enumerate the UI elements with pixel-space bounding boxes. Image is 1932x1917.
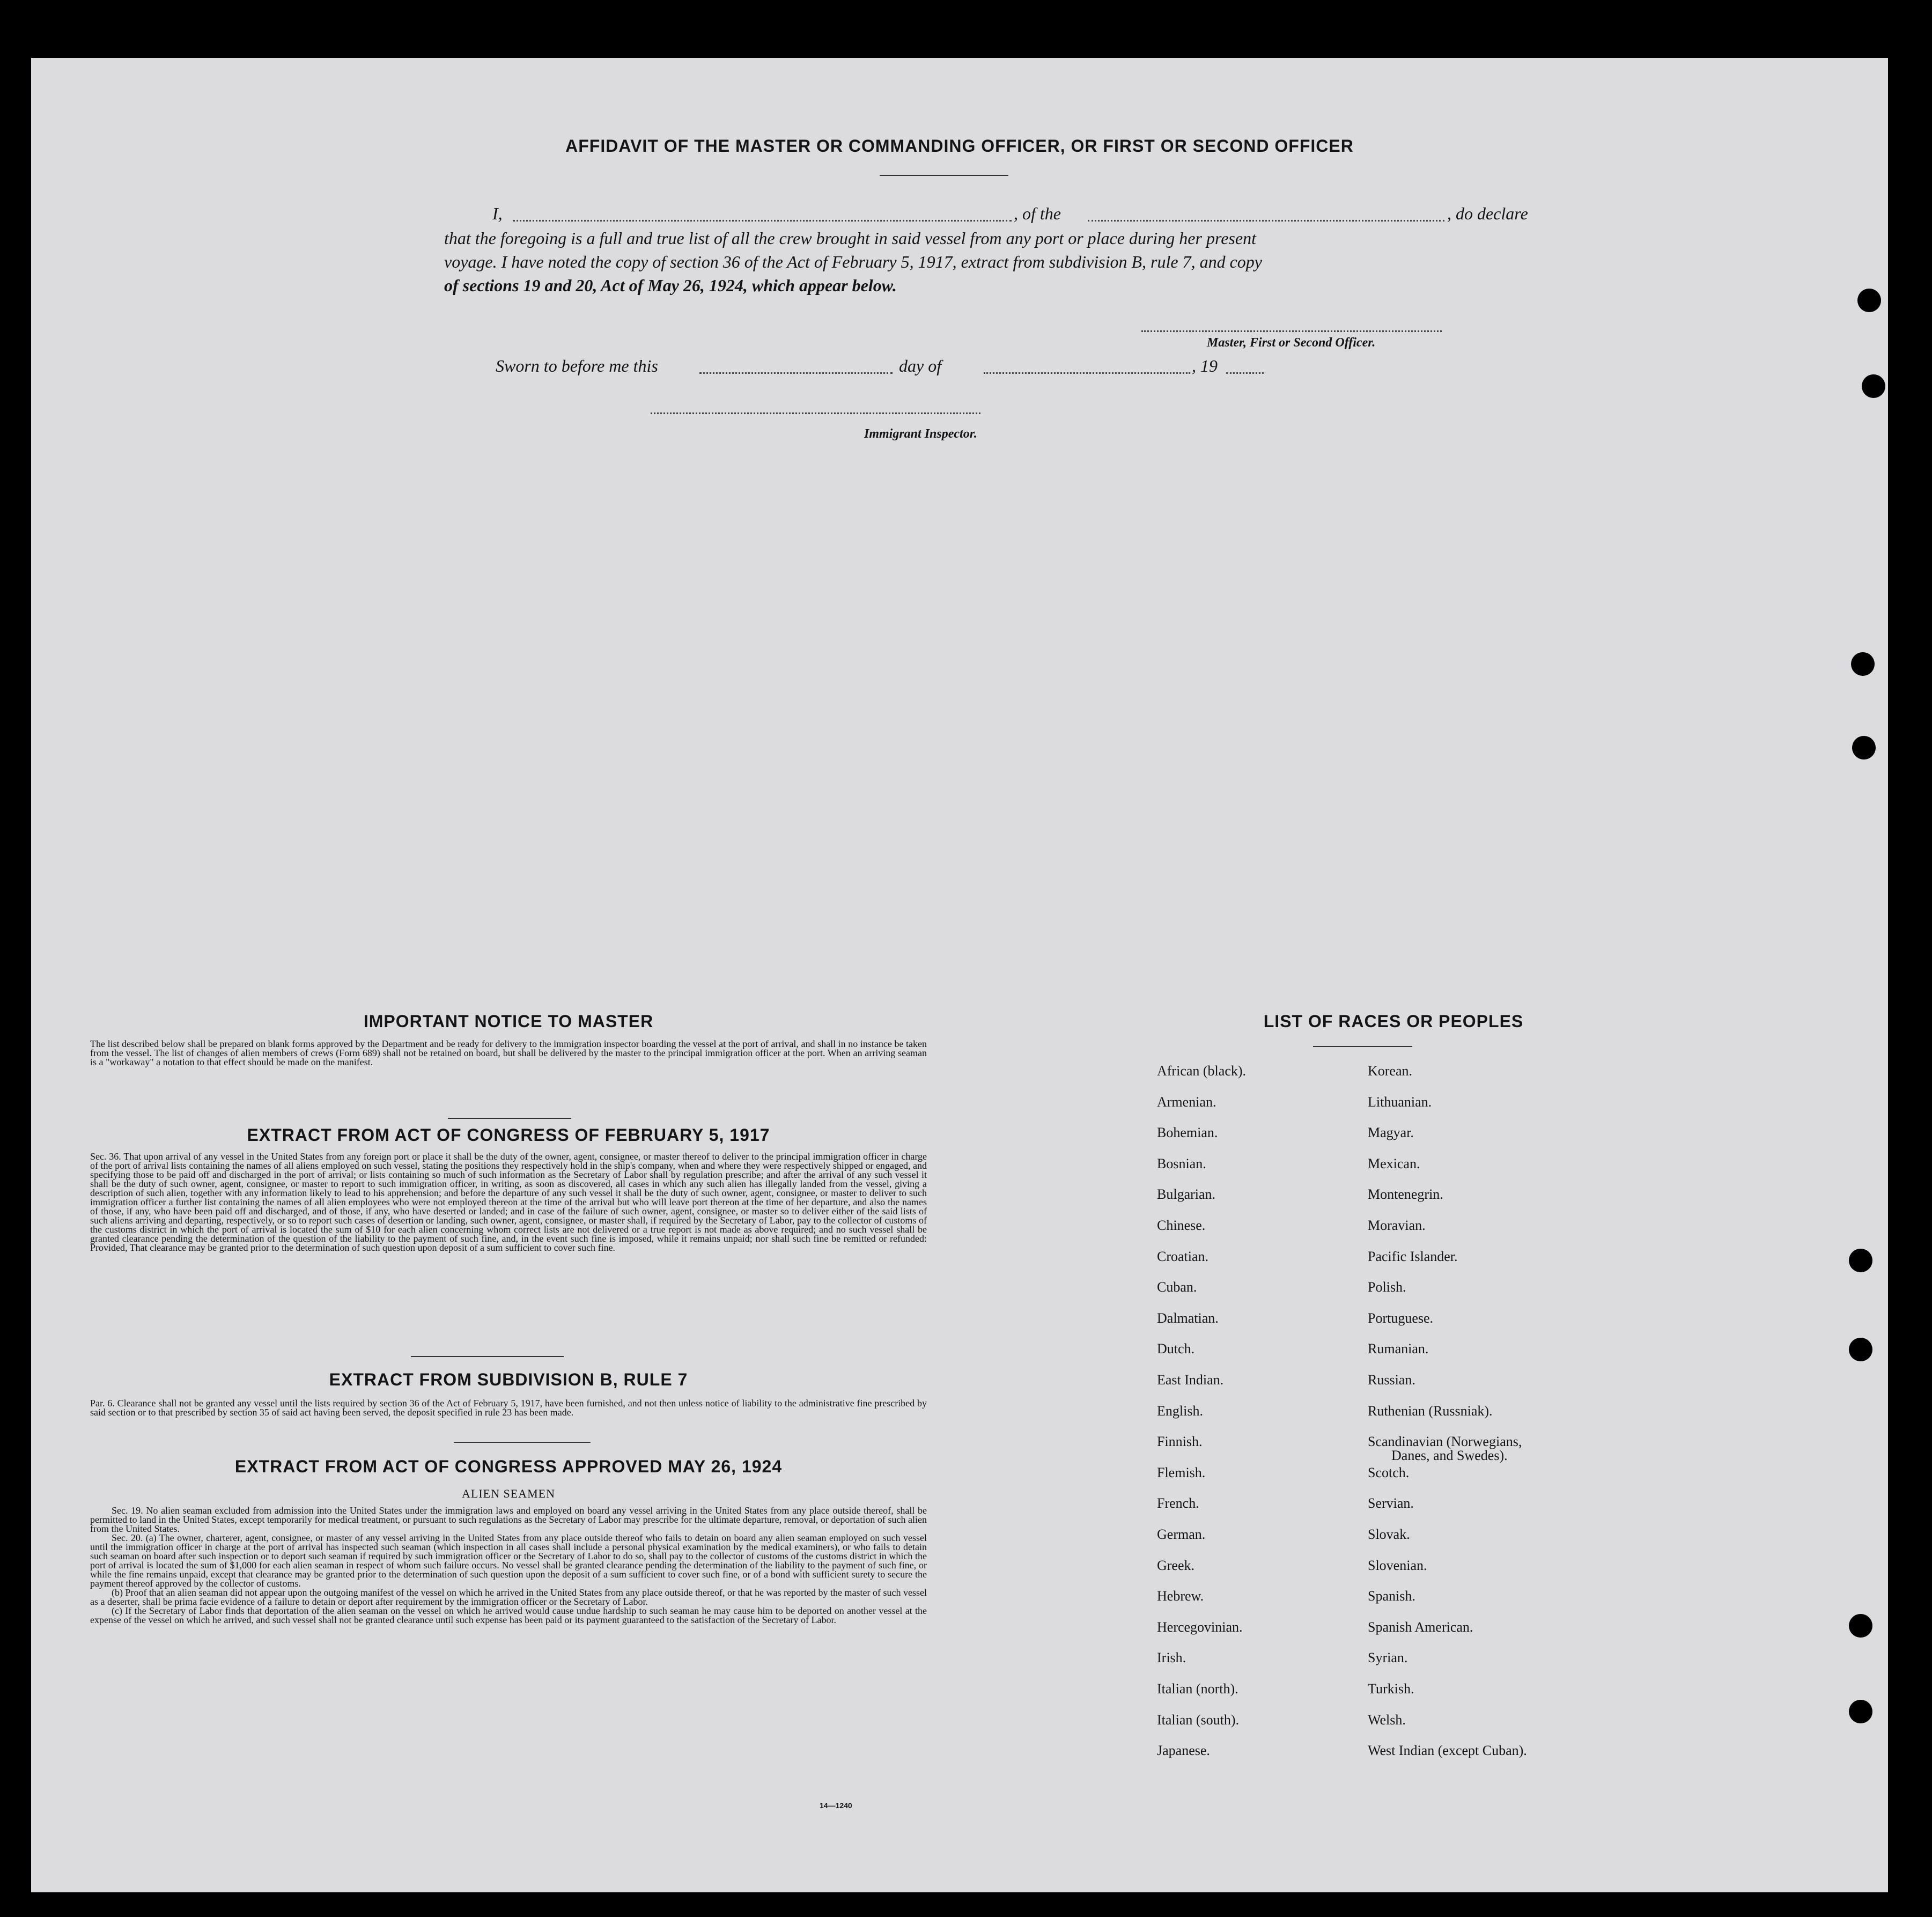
affidavit-line1 bbox=[492, 202, 1726, 225]
affidavit-line4: of sections 19 and 20, Act of May 26, 1924, which appear below. bbox=[444, 276, 897, 295]
affidavit-line2: that the foregoing is a full and true list of all the crew brought in said vessel from any port or place during her present bbox=[444, 228, 1256, 248]
vessel-blank bbox=[1088, 220, 1444, 222]
day-blank bbox=[699, 372, 893, 374]
binder-hole bbox=[1857, 289, 1881, 312]
inspector-label: Immigrant Inspector. bbox=[864, 427, 977, 441]
race-item: Scotch. bbox=[1368, 1465, 1410, 1480]
name-blank bbox=[513, 220, 1012, 222]
race-item: Irish. bbox=[1157, 1650, 1186, 1665]
race-item: Armenian. bbox=[1157, 1094, 1216, 1110]
affidavit-of-the: , of the bbox=[1014, 204, 1061, 223]
race-item: Magyar. bbox=[1368, 1125, 1414, 1140]
races-left-column bbox=[1157, 1063, 1361, 1825]
divider bbox=[1313, 1046, 1412, 1047]
race-item: French. bbox=[1157, 1495, 1199, 1511]
document-page bbox=[31, 58, 1888, 1892]
race-item: Moravian. bbox=[1368, 1218, 1426, 1233]
notice-body: The list described below shall be prepared on blank forms approved by the Department and be ready for delivery to the immigration inspector boarding the vessel at the port of arrival, and shall in no instance be taken from the vessel. The list of changes of alien members of crews (Form 689) shall not be retained on board, but shall be delivered by the master to the principal immigration officer at the port. When an arriving seaman is a "workaway" a notation to that effect should be made on the manifest. bbox=[90, 1038, 927, 1067]
race-item: Cuban. bbox=[1157, 1279, 1197, 1295]
race-item: Spanish American. bbox=[1368, 1619, 1473, 1635]
race-item: Servian. bbox=[1368, 1495, 1414, 1511]
sec-20-b: (b) Proof that an alien seaman did not appear upon the outgoing manifest of the vessel on which he arrived in the United States from any place outside thereof, or that he was reported by the master of such vessel as a deserter, shall be prima facie evidence of a failure to detain or deport after requirement by the immigration officer or the Secretary of Labor. bbox=[90, 1587, 927, 1607]
binder-hole bbox=[1849, 1700, 1872, 1723]
race-item: Hebrew. bbox=[1157, 1588, 1204, 1604]
affidavit-title: AFFIDAVIT OF THE MASTER OR COMMANDING OFFICER, OR FIRST OR SECOND OFFICER bbox=[565, 136, 1354, 156]
divider bbox=[448, 1118, 571, 1119]
sworn-line bbox=[496, 354, 1300, 378]
alien-seamen-subtitle: ALIEN SEAMEN bbox=[462, 1487, 555, 1500]
race-item: Japanese. bbox=[1157, 1743, 1210, 1758]
race-item: Spanish. bbox=[1368, 1588, 1415, 1604]
race-item: Chinese. bbox=[1157, 1218, 1206, 1233]
race-item: Ruthenian (Russniak). bbox=[1368, 1403, 1493, 1419]
races-title: LIST OF RACES OR PEOPLES bbox=[1263, 1012, 1524, 1031]
extract-1924-title: EXTRACT FROM ACT OF CONGRESS APPROVED MAY 26, 1924 bbox=[234, 1457, 783, 1476]
affidavit-do-declare: , do declare bbox=[1447, 204, 1528, 223]
race-item: Italian (south). bbox=[1157, 1712, 1240, 1728]
sworn-text: Sworn to before me this bbox=[496, 356, 658, 375]
race-item: Dalmatian. bbox=[1157, 1310, 1219, 1326]
race-item: German. bbox=[1157, 1527, 1206, 1542]
race-item: Bulgarian. bbox=[1157, 1186, 1216, 1202]
race-item: Portuguese. bbox=[1368, 1310, 1434, 1326]
race-item: Lithuanian. bbox=[1368, 1094, 1432, 1110]
affidavit-i: I, bbox=[492, 204, 503, 223]
rule-7-title: EXTRACT FROM SUBDIVISION B, RULE 7 bbox=[329, 1370, 688, 1389]
race-item: Bosnian. bbox=[1157, 1156, 1206, 1171]
year-prefix: , 19 bbox=[1192, 356, 1218, 375]
race-item: Korean. bbox=[1368, 1063, 1413, 1079]
race-item: Scandinavian (Norwegians, bbox=[1368, 1434, 1522, 1449]
sec-19: Sec. 19. No alien seaman excluded from admission into the United States under the immigration laws and employed on board any vessel arriving in the United States from any place outside thereof, shall be permitted to land in the United States, except temporarily for medical treatment, or pursuant to such regulations as the Secretary of Labor may prescribe for the ultimate departure, removal, or deportation of such alien from the United States. bbox=[90, 1505, 927, 1534]
race-item: East Indian. bbox=[1157, 1372, 1224, 1388]
year-blank bbox=[1226, 372, 1264, 374]
race-item: Pacific Islander. bbox=[1368, 1249, 1458, 1264]
form-number: 14—1240 bbox=[820, 1801, 852, 1810]
binder-hole bbox=[1862, 374, 1885, 398]
binder-hole bbox=[1849, 1614, 1872, 1638]
race-item: Greek. bbox=[1157, 1558, 1195, 1573]
race-item: Croatian. bbox=[1157, 1249, 1209, 1264]
race-item: West Indian (except Cuban). bbox=[1368, 1743, 1527, 1758]
race-item: Mexican. bbox=[1368, 1156, 1420, 1171]
race-item: Rumanian. bbox=[1368, 1341, 1429, 1356]
race-item: Polish. bbox=[1368, 1279, 1406, 1295]
binder-hole bbox=[1852, 736, 1876, 760]
extract-1917-title: EXTRACT FROM ACT OF CONGRESS OF FEBRUARY 5, 1917 bbox=[247, 1125, 770, 1145]
races-right-column bbox=[1368, 1063, 1636, 1825]
race-item: Slovak. bbox=[1368, 1527, 1410, 1542]
race-item: Italian (north). bbox=[1157, 1681, 1238, 1697]
race-item: Montenegrin. bbox=[1368, 1186, 1443, 1202]
race-item: Hercegovinian. bbox=[1157, 1619, 1243, 1635]
race-item: Finnish. bbox=[1157, 1434, 1203, 1449]
extract-1917-body: Sec. 36. That upon arrival of any vessel in the United States from any foreign port or place it shall be the duty of the owner, agent, consignee, or master thereof to deliver to the principal immigration officer in charge of the port of arrival lists containing the names of all aliens employed on such vessel, stating the positions they respectively hold in the ship's company, when and where they were respectively shipped or engaged, and specifying those to be paid off and discharged in the port of arrival; or lists containing so much of such information as the Secretary of Labor shall by regulation prescribe; and after the arrival of any such vessel it shall be the duty of such owner, agent, consignee, or master to report to such immigration officer, in writing, as soon as discovered, all cases in which any such alien has illegally landed from the vessel, giving a description of such alien, together with any information likely to lead to his apprehension; and before the departure of any such vessel it shall be the duty of such owner, agent, consignee, or master to deliver to such immigration officer a further list containing the names of all alien employees who were not employed thereon at the time of the arrival but who will leave port thereon at the time of her departure, and also the names of those, if any, who have been paid off and discharged, and of those, if any, who have deserted or landed; and in case of the failure of such owner, agent, consignee, or master so to deliver either of the said lists of such aliens arriving and departing, respectively, or so to report such cases of desertion or landing, such owner, agent, consignee, or master shall, if required by the Secretary of Labor, pay to the collector of customs of the customs district in which the port of arrival is located the sum of $10 for each alien concerning whom correct lists are not delivered or a true report is not made as above required; and no such vessel shall be granted clearance pending the determination of the question of the liability to the payment of such fine, and, in the event such fine is imposed, while it remains unpaid; nor shall such fine be remitted or refunded: Provided, That clearance may be granted prior to the determination of such question upon deposit of a sum sufficient to cover such fine. bbox=[90, 1151, 927, 1253]
signature-blank bbox=[1141, 330, 1442, 332]
race-item-continuation: Danes, and Swedes). bbox=[1391, 1448, 1508, 1463]
rule-7-body: Par. 6. Clearance shall not be granted any vessel until the lists required by section 36 of the Act of February 5, 1917, have been furnished, and not then unless notice of liability to the administrative fine prescribed by said section or to that prescribed by section 35 of said act having been served, the deposit specified in rule 23 has been made. bbox=[90, 1398, 927, 1418]
month-blank bbox=[984, 372, 1190, 374]
race-item: Russian. bbox=[1368, 1372, 1415, 1388]
race-item: African (black). bbox=[1157, 1063, 1247, 1079]
inspector-signature-blank bbox=[651, 412, 980, 414]
binder-hole bbox=[1849, 1249, 1872, 1272]
race-item: Welsh. bbox=[1368, 1712, 1406, 1728]
extract-1924-body bbox=[90, 1506, 927, 1625]
race-item: Bohemian. bbox=[1157, 1125, 1218, 1140]
race-item: Dutch. bbox=[1157, 1341, 1195, 1356]
divider bbox=[454, 1442, 591, 1443]
race-item: English. bbox=[1157, 1403, 1203, 1419]
race-item: Flemish. bbox=[1157, 1465, 1206, 1480]
binder-hole bbox=[1851, 652, 1875, 676]
divider bbox=[411, 1356, 564, 1357]
race-item: Slovenian. bbox=[1368, 1558, 1427, 1573]
race-item: Turkish. bbox=[1368, 1681, 1414, 1697]
master-label: Master, First or Second Officer. bbox=[1207, 336, 1376, 350]
sec-20-a: Sec. 20. (a) The owner, charterer, agent, consignee, or master of any vessel arriving in the United States from any place outside thereof who fails to detain on board any alien seaman employed on such vessel until the immigration officer in charge at the port of arrival has inspected such seaman (which inspection in all cases shall include a personal physical examination by the medical examiners), or who fails to detain such seaman on board after such inspection or to deport such seaman if required by such immigration officer or the Secretary of Labor to do so, shall pay to the collector of customs of the customs district in which the port of arrival is located the sum of $1,000 for each alien seaman in respect of whom such failure occurs. No vessel shall be granted clearance pending the determination of the liability to the payment of such fine, or while the fine remains unpaid, except that clearance may be granted prior to the determination of such question upon the deposit of a sum sufficient to cover such fine, or of a bond with sufficient surety to secure the payment thereof approved by the collector of customs. bbox=[90, 1532, 927, 1589]
sec-20-c: (c) If the Secretary of Labor finds that deportation of the alien seaman on the vessel on which he arrived would cause undue hardship to such seaman he may cause him to be deported on another vessel at the expense of the vessel on which he arrived, and such vessel shall not be granted clearance until such expense has been paid or its payment guaranteed to the satisfaction of the Secretary of Labor. bbox=[90, 1605, 927, 1625]
race-item: Syrian. bbox=[1368, 1650, 1408, 1665]
affidavit-line3: voyage. I have noted the copy of section 36 of the Act of February 5, 1917, extract from subdivision B, rule 7, and copy bbox=[444, 252, 1262, 271]
notice-title: IMPORTANT NOTICE TO MASTER bbox=[363, 1012, 654, 1031]
binder-hole bbox=[1849, 1338, 1872, 1361]
day-of-text: day of bbox=[899, 356, 942, 375]
divider bbox=[880, 175, 1008, 176]
